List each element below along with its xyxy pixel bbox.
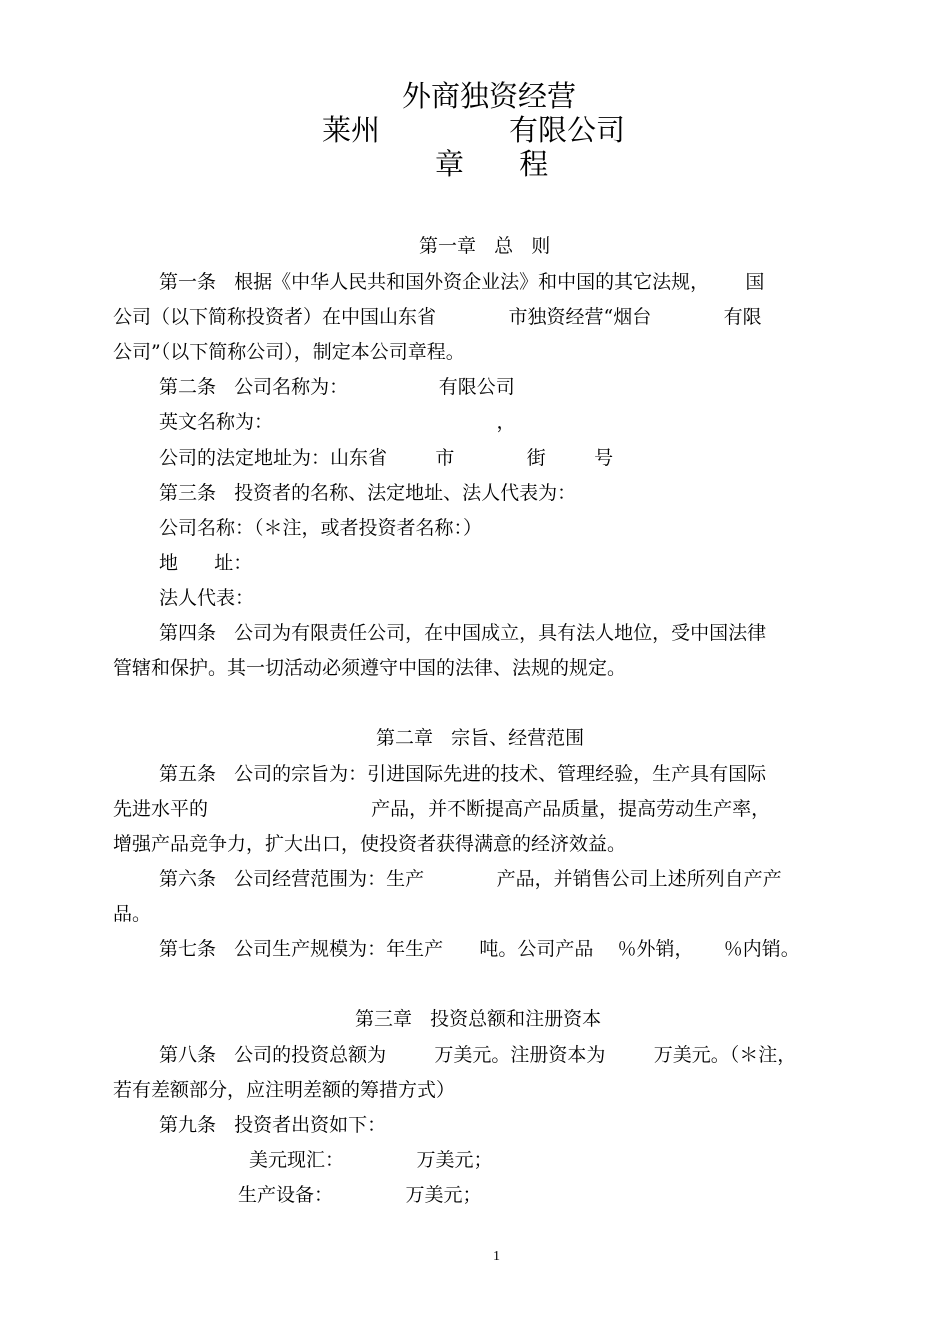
usd-cash-line: 美元现汇： 万美元；: [249, 1149, 493, 1171]
article-1-line-2: 公司（以下简称投资者）在中国山东省 市独资经营“烟台 有限: [113, 306, 762, 328]
article-6-line-1: 第六条 公司经营范围为：生产 产品，并销售公司上述所列自产产: [159, 868, 782, 890]
chapter-2-heading: 第二章 宗旨、经营范围: [376, 727, 585, 749]
document-title-line-3: 章 程: [435, 147, 549, 181]
english-name-line: 英文名称为： ，: [159, 411, 516, 433]
article-5-line-1: 第五条 公司的宗旨为：引进国际先进的技术、管理经验，生产具有国际: [159, 763, 767, 785]
chapter-3-heading: 第三章 投资总额和注册资本: [355, 1008, 602, 1030]
legal-representative-line: 法人代表：: [159, 587, 255, 609]
article-1-line-1: 第一条 根据《中华人民共和国外资企业法》和中国的其它法规， 国: [159, 271, 765, 293]
article-9-line-1: 第九条 投资者出资如下：: [159, 1114, 387, 1136]
document-title-line-2: 莱州 有限公司: [322, 113, 626, 147]
article-4-line-1: 第四条 公司为有限责任公司，在中国成立，具有法人地位，受中国法律: [159, 622, 767, 644]
production-equipment-line: 生产设备： 万美元；: [238, 1184, 482, 1206]
article-2-line-1: 第二条 公司名称为： 有限公司: [159, 376, 515, 398]
article-8-line-2: 若有差额部分，应注明差额的筹措方式）: [113, 1079, 456, 1101]
investor-company-name-line: 公司名称：（＊注，或者投资者名称：）: [159, 517, 483, 539]
legal-address-line: 公司的法定地址为：山东省 市 街 号: [159, 447, 614, 469]
article-7-line-1: 第七条 公司生产规模为：年生产 吨。公司产品 ％外销， ％内销。: [159, 938, 800, 960]
article-8-line-1: 第八条 公司的投资总额为 万美元。注册资本为 万美元。（＊注，: [159, 1044, 797, 1066]
article-5-line-3: 增强产品竞争力，扩大出口，使投资者获得满意的经济效益。: [113, 833, 627, 855]
article-5-line-2: 先进水平的 产品，并不断提高产品质量，提高劳动生产率，: [113, 798, 771, 820]
article-3-line-1: 第三条 投资者的名称、法定地址、法人代表为：: [159, 482, 577, 504]
article-4-line-2: 管辖和保护。其一切活动必须遵守中国的法律、法规的规定。: [113, 657, 627, 679]
article-6-line-2: 品。: [113, 903, 152, 925]
article-1-line-3: 公司”（以下简称公司），制定本公司章程。: [113, 341, 465, 363]
investor-address-line: 地 址：: [159, 552, 253, 574]
chapter-1-heading: 第一章 总 则: [419, 235, 551, 257]
document-title-line-1: 外商独资经营: [402, 79, 577, 113]
page-number: 1: [493, 1249, 500, 1264]
